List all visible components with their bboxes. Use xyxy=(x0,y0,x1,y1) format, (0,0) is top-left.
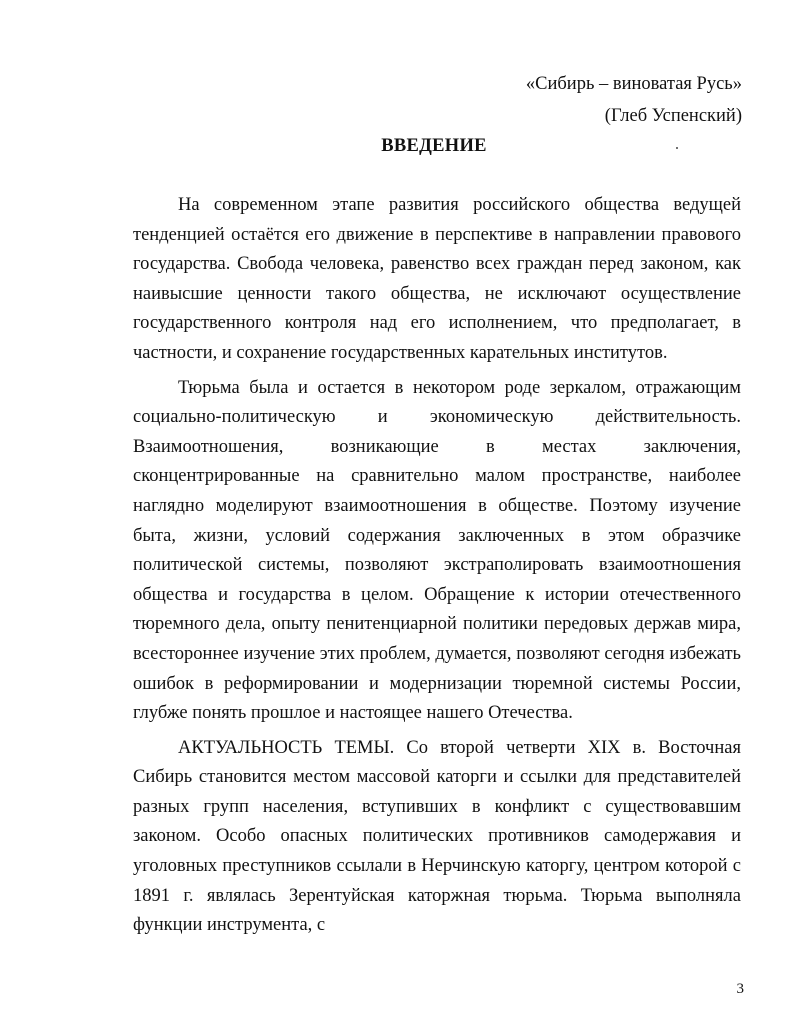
epigraph-author: (Глеб Успенский) xyxy=(604,106,742,126)
paragraph-relevance: АКТУАЛЬНОСТЬ ТЕМЫ. Со второй четверти XIX в. Восточная Сибирь становится местом массовой каторги и ссылки для представителей разных групп населения, вступивших в конфликт с существовавшим законом. Особо опасных политических противников самодержавия и уголовных преступников ссылали в Нерчинскую каторгу, центром которой с 1891 г. являлась Зерентуйская каторжная тюрьма. Тюрьма выполняла функции инструмента, с xyxy=(133,737,741,936)
paragraph-prison-mirror: Тюрьма была и остается в некотором роде зеркалом, отражающим социально-политическую и экономическую действительность. Взаимоотношения, возникающие в местах заключения, сконцентрированные на сравнительно малом пространстве, наиболее наглядно моделируют взаимоотношения в обществе. Поэтому изучение быта, жизни, условий содержания заключенных в этом образчике политической системы, позволяют экстраполировать взаимоотношения общества и государства в целом. Обращение к истории отечественного тюремного дела, опыту пенитенциарной политики передовых держав мира, всестороннее изучение этих проблем, думается, позволяют сегодня избежать ошибок в реформировании и модернизации тюремной системы России, глубже понять прошлое и настоящее нашего Отечества. xyxy=(133,377,741,724)
body-text xyxy=(133,191,741,941)
paragraph-intro: На современном этапе развития российского общества ведущей тенденцией остаётся его движение в перспективе в направлении правового государства. Свобода человека, равенство всех граждан перед законом, как наивысшие ценности такого общества, не исключают осуществление государственного контроля над его исполнением, что предполагает, в частности, и сохранение государственных карательных институтов. xyxy=(133,195,741,363)
page-number: 3 xyxy=(736,981,744,997)
section-heading: ВВЕДЕНИЕ xyxy=(381,136,487,156)
epigraph-quote: «Сибирь – виноватая Русь» xyxy=(525,74,742,94)
scan-speck xyxy=(676,147,678,149)
